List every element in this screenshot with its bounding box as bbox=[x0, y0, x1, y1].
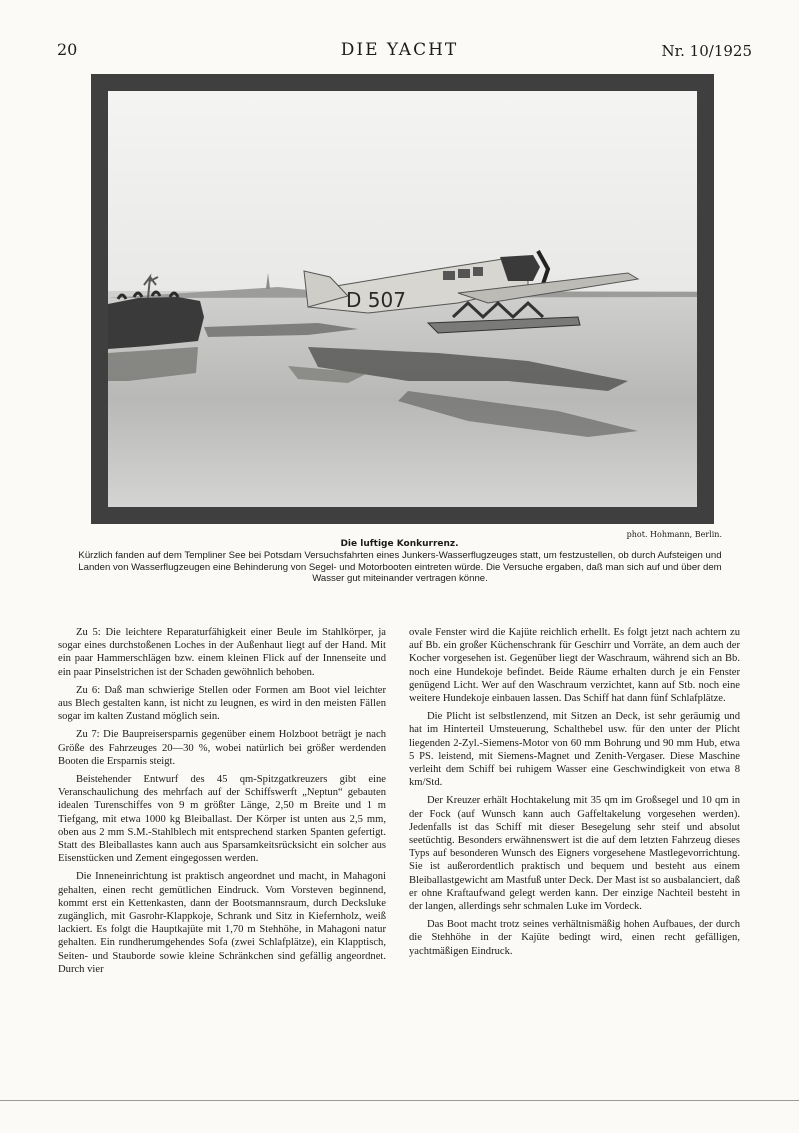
journal-title: DIE YACHT bbox=[340, 40, 459, 60]
caption-text: Kürzlich fanden auf dem Templiner See bei Potsdam Versuchsfahrten eines Junkers-Wasserflugzeuges statt, um festzustellen, ob durch Aufsteigen und Landen von Wasserflugzeugen eine Behinderung von Segel- und Motorbooten eintreten würde. Die Versuche ergaben, daß man sich auf und über dem Wasser gut miteinander vertragen könne. bbox=[78, 550, 722, 584]
paragraph: ovale Fenster wird die Kajüte reichlich erhellt. Es folgt jetzt nach achtern zu auf Bb. ein großer Küchenschrank für Geschirr und Vorräte, an dem auch der Kocher vorgesehen ist. Gegenüber liegt der Waschraum, während sich an Bb. noch eine Hundekoje befindet. Beide Räume erhalten durch je ein Fenster genügend Licht. Wer auf den Waschraum verzichtet, kann auf Stb. noch eine weitere Hundekoje einbauen lassen. Das Schiff hat dann fünf Schlafplätze. bbox=[409, 627, 740, 705]
paragraph: Die Plicht ist selbstlenzend, mit Sitzen an Deck, ist sehr geräumig und hat im Hinterteil Umsteuerung, Schalthebel usw. für den unter der Plicht liegenden 2-Zyl.-Siemens-Motor von 60 mm Bohrung und 90 mm Hub, etwa 5 PS. leistend, mit Siemens-Magnet und Zenith-Vergaser. Diese Maschine verleiht dem Schiff bei ruhigem Wasser eine Geschwindigkeit von etwa 8 km/Std. bbox=[409, 711, 740, 789]
bottom-rule bbox=[0, 1100, 799, 1101]
aircraft-marking: D 507 bbox=[346, 288, 406, 312]
paragraph: Der Kreuzer erhält Hochtakelung mit 35 qm im Großsegel und 10 qm in der Fock (auf Wunsch kann auch Gaffeltakelung vorgesehen werden). Jedenfalls ist das Schiff mit dieser Besegelung sehr steif und absolut seetüchtig. Besonders erwähnenswert ist die auf dem letzten Fahrzeug dieses Typs auf besonderen Wunsch des Eigners vorgesehene Mastlegevorrichtung. Sie ist außerordentlich praktisch und bequem und besteht aus einem Bleiballastgewicht am Mastfuß unter Deck. Der Mast ist so ausbalanciert, daß er ohne Kraftaufwand gelegt werden kann. Der einzige Nachteil besteht in der langen, allerdings sehr schmalen Luke im Vordeck. bbox=[409, 795, 740, 913]
photo-credit: phot. Hohmann, Berlin. bbox=[626, 530, 722, 539]
paragraph: Das Boot macht trotz seines verhältnismäßig hohen Aufbaues, der durch die Stehhöhe in der Kajüte bedingt wird, einen recht gefälligen, yachtmäßigen Eindruck. bbox=[409, 919, 740, 957]
paragraph: Beistehender Entwurf des 45 qm-Spitzgatkreuzers gibt eine Veranschaulichung des mehrfach auf der Schiffswerft „Neptun“ gebauten idealen Turenschiffes von 9 m größter Länge, 2,50 m Breite und 1 m Tiefgang, mit etwa 1000 kg Bleiballast. Der Körper ist unten aus 2,5 mm, oben aus 2 mm S.M.-Stahlblech mit entsprechend starken Spanten gefertigt. Statt des Bleiballastes kann auch aus Sparsamkeitsrücksicht ein solcher aus Eisenstücken und Zement eingegossen werden. bbox=[58, 774, 386, 865]
seaplane-photo-image bbox=[108, 91, 697, 507]
article-right-column bbox=[409, 626, 740, 963]
paragraph: Zu 5: Die leichtere Reparaturfähigkeit einer Beule im Stahlkörper, ja sogar eines durchstoßenen Loches in der Außenhaut liegt auf der Hand. Mit ein paar Hammerschlägen bzw. einem kleinen Flick auf der Innenseite und ein paar Pinselstrichen ist der Schaden gewöhnlich behoben. bbox=[58, 627, 386, 678]
page-number: 20 bbox=[57, 40, 78, 59]
paragraph: Zu 7: Die Baupreisersparnis gegenüber einem Holzboot beträgt je nach Größe des Fahrzeuges 20—30 %, wobei natürlich bei größer werdenden Booten die Ersparnis steigt. bbox=[58, 729, 386, 767]
issue-number: Nr. 10/1925 bbox=[661, 42, 752, 60]
paragraph: Die Inneneinrichtung ist praktisch angeordnet und macht, in Mahagoni gehalten, einen recht gemütlichen Eindruck. Vom Vorsteven beginnend, kommt erst ein Kettenkasten, dann der Bootsmannsraum, durch Deckslukе zugänglich, mit Gasrohr-Klappkoje, Schrank und Sitz in Kiefernholz, weiß lackiert. Es folgt die Hauptkajüte mit 1,70 m Stehhöhe, in Mahagoni natur gehalten. Ein rundherumgehendes Sofa (zwei Schlafplätze), ein Klapptisch, Seiten- und Stauborde sowie kleine Schränkchen sind gefällig angeordnet. Durch vier bbox=[58, 871, 386, 975]
seaplane-photo bbox=[91, 74, 714, 524]
article-left-column bbox=[58, 626, 386, 981]
caption-title: Die luftige Konkurrenz. bbox=[340, 539, 459, 549]
paragraph: Zu 6: Daß man schwierige Stellen oder Formen am Boot viel leichter aus Blech gestalten kann, ist nicht zu leugnen, es wird in den meisten Fällen sogar im kalten Zustand möglich sein. bbox=[58, 684, 386, 723]
